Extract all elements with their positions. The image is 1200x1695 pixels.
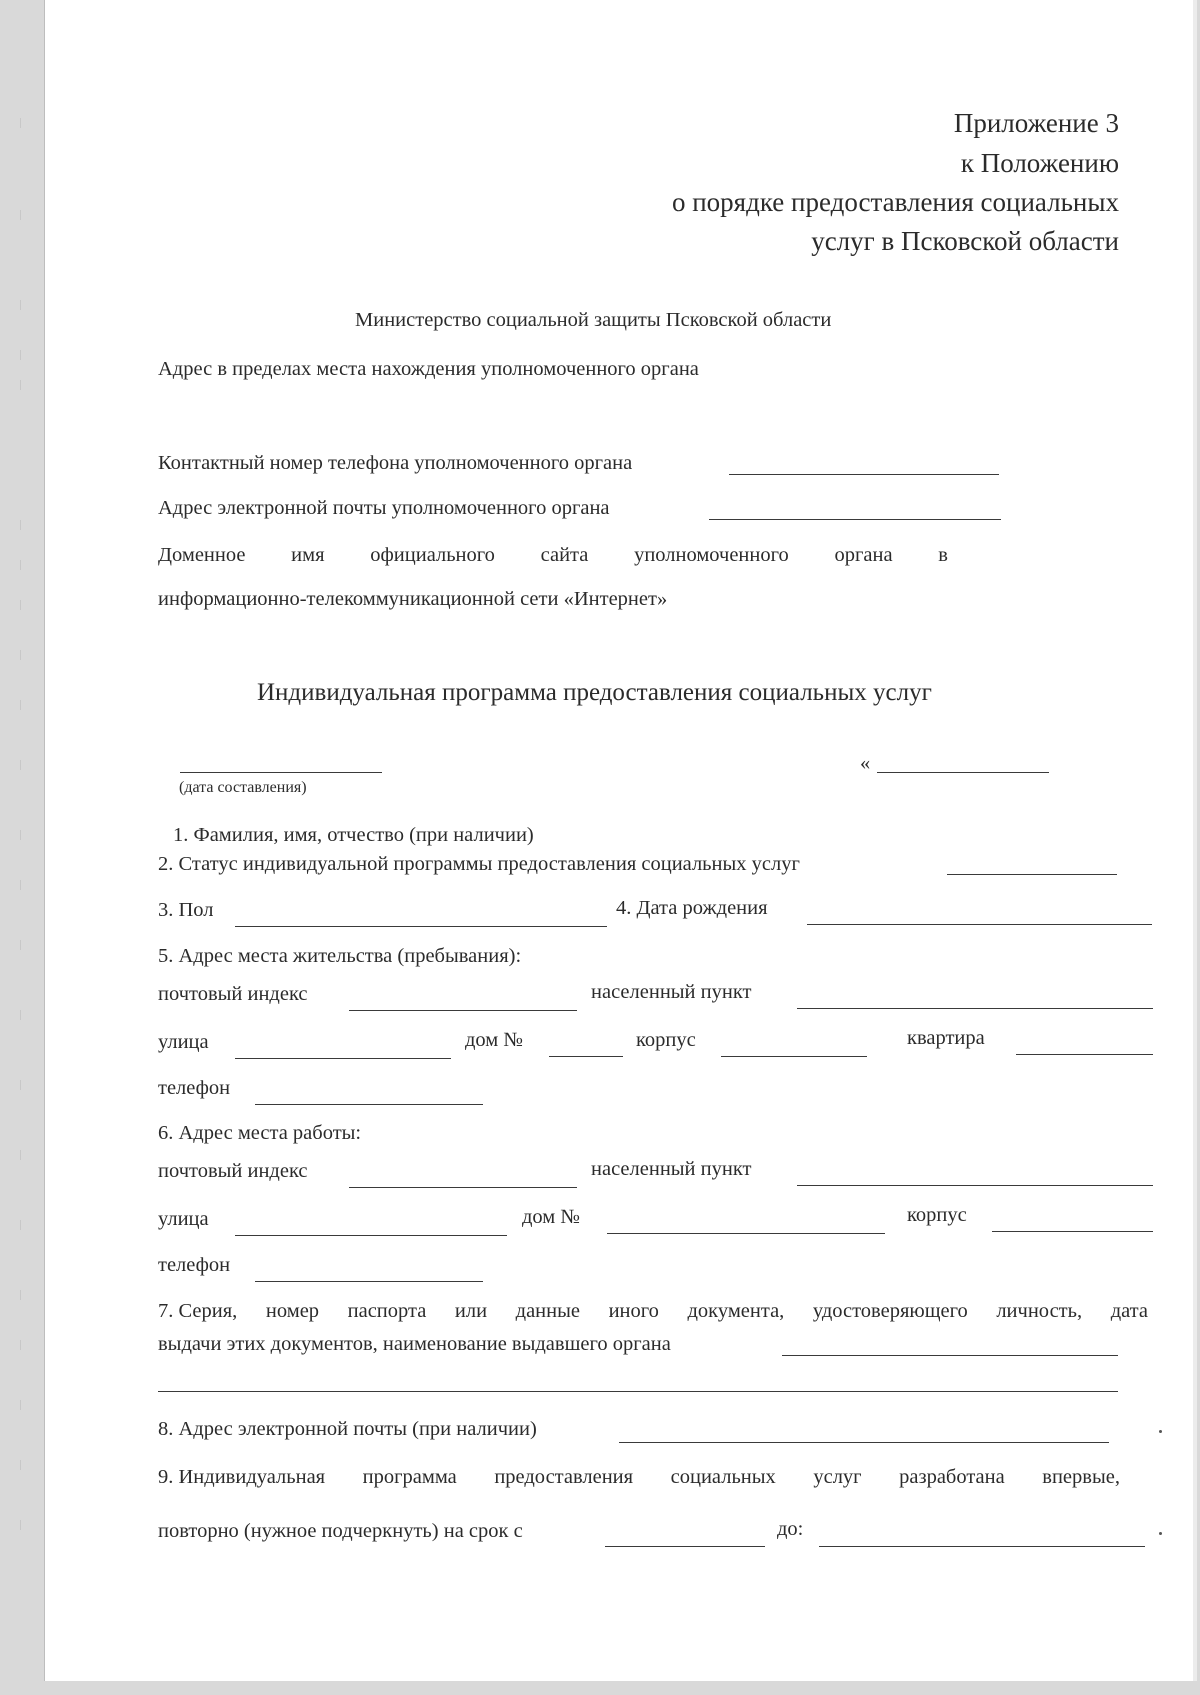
item-5-residence: 5. Адрес места жительства (пребывания): bbox=[158, 945, 522, 967]
item-4-birthdate: 4. Дата рождения bbox=[616, 897, 768, 919]
passport-word: иного bbox=[608, 1300, 659, 1322]
page-right-edge bbox=[1193, 0, 1197, 1681]
work-postal-field[interactable] bbox=[349, 1187, 577, 1188]
birthdate-field[interactable] bbox=[807, 924, 1152, 925]
org-domain-line-1 bbox=[158, 544, 948, 567]
domain-word: органа bbox=[834, 544, 893, 566]
passport-word: документа, bbox=[687, 1300, 785, 1322]
passport-word: 7. Серия, bbox=[158, 1300, 238, 1322]
org-email-label: Адрес электронной почты уполномоченного органа bbox=[158, 497, 610, 519]
term-to-field[interactable] bbox=[819, 1546, 1145, 1547]
item-7-passport-line-1 bbox=[158, 1300, 1148, 1323]
appendix-line-4: услуг в Псковской области bbox=[811, 226, 1119, 256]
domain-word: сайта bbox=[540, 544, 589, 566]
item-3-gender: 3. Пол bbox=[158, 899, 214, 921]
residence-house-field[interactable] bbox=[549, 1056, 623, 1057]
residence-locality-field[interactable] bbox=[797, 1008, 1153, 1009]
item-6-work-address: 6. Адрес места работы: bbox=[158, 1122, 362, 1144]
item-2-status: 2. Статус индивидуальной программы предоставления социальных услуг bbox=[158, 853, 800, 875]
work-building-field[interactable] bbox=[992, 1231, 1153, 1232]
program-word: услуг bbox=[813, 1466, 862, 1488]
domain-word: Доменное bbox=[158, 544, 246, 566]
work-phone-label: телефон bbox=[158, 1254, 231, 1276]
passport-word: паспорта bbox=[347, 1300, 427, 1322]
item-9-program-line-1 bbox=[158, 1466, 1120, 1489]
program-word: разработана bbox=[899, 1466, 1005, 1488]
program-word: впервые, bbox=[1042, 1466, 1120, 1488]
item-9-program-line-2: повторно (нужное подчеркнуть) на срок с bbox=[158, 1520, 523, 1542]
email-field[interactable] bbox=[619, 1442, 1109, 1443]
item-1-fullname: 1. Фамилия, имя, отчество (при наличии) bbox=[173, 824, 534, 846]
passport-field-1[interactable] bbox=[782, 1355, 1118, 1356]
passport-word: номер bbox=[265, 1300, 320, 1322]
passport-word: или bbox=[454, 1300, 488, 1322]
item-8-email: 8. Адрес электронной почты (при наличии) bbox=[158, 1418, 537, 1440]
work-street-label: улица bbox=[158, 1208, 209, 1230]
work-phone-field[interactable] bbox=[255, 1281, 483, 1282]
domain-word: в bbox=[938, 544, 948, 566]
org-email-field[interactable] bbox=[709, 519, 1001, 520]
residence-locality-label: населенный пункт bbox=[591, 981, 752, 1003]
domain-word: уполномоченного bbox=[634, 544, 789, 566]
org-address-label: Адрес в пределах места нахождения уполномоченного органа bbox=[158, 358, 699, 380]
residence-street-label: улица bbox=[158, 1031, 209, 1053]
left-margin-ticks bbox=[20, 0, 22, 1681]
residence-phone-label: телефон bbox=[158, 1077, 231, 1099]
residence-apartment-field[interactable] bbox=[1016, 1054, 1153, 1055]
work-locality-field[interactable] bbox=[797, 1185, 1153, 1186]
passport-word: дата bbox=[1110, 1300, 1148, 1322]
residence-street-field[interactable] bbox=[235, 1058, 451, 1059]
residence-postal-field[interactable] bbox=[349, 1010, 577, 1011]
term-to-label: до: bbox=[777, 1518, 804, 1540]
domain-word: имя bbox=[291, 544, 325, 566]
compilation-date-field[interactable] bbox=[180, 772, 382, 773]
program-word: предоставления bbox=[494, 1466, 634, 1488]
residence-building-label: корпус bbox=[636, 1029, 696, 1051]
date-quote-mark: « bbox=[860, 752, 871, 774]
work-house-field[interactable] bbox=[607, 1233, 885, 1234]
work-house-label: дом № bbox=[522, 1206, 580, 1228]
program-word: программа bbox=[362, 1466, 457, 1488]
margin-dot bbox=[1159, 1532, 1162, 1535]
passport-field-2[interactable] bbox=[158, 1391, 1118, 1392]
org-phone-label: Контактный номер телефона уполномоченного органа bbox=[158, 452, 633, 474]
appendix-line-1: Приложение 3 bbox=[953, 108, 1119, 138]
residence-house-label: дом № bbox=[465, 1029, 523, 1051]
gender-field[interactable] bbox=[235, 926, 607, 927]
residence-apartment-label: квартира bbox=[907, 1027, 985, 1049]
org-domain-line-2: информационно-телекоммуникационной сети «Интернет» bbox=[158, 588, 668, 610]
passport-word: личность, bbox=[996, 1300, 1083, 1322]
appendix-line-3: о порядке предоставления социальных bbox=[671, 187, 1119, 217]
residence-phone-field[interactable] bbox=[255, 1104, 483, 1105]
work-street-field[interactable] bbox=[235, 1235, 507, 1236]
work-postal-label: почтовый индекс bbox=[158, 1160, 308, 1182]
ministry-name: Министерство социальной защиты Псковской области bbox=[355, 309, 832, 331]
compilation-date-caption: (дата составления) bbox=[179, 779, 307, 796]
residence-building-field[interactable] bbox=[721, 1056, 867, 1057]
work-building-label: корпус bbox=[907, 1204, 967, 1226]
document-title: Индивидуальная программа предоставления социальных услуг bbox=[257, 679, 932, 706]
item-7-passport-line-2: выдачи этих документов, наименование выдавшего органа bbox=[158, 1333, 671, 1355]
appendix-line-2: к Положению bbox=[960, 148, 1119, 178]
term-from-field[interactable] bbox=[605, 1546, 765, 1547]
passport-word: удостоверяющего bbox=[812, 1300, 968, 1322]
document-page bbox=[44, 0, 1197, 1681]
passport-word: данные bbox=[515, 1300, 580, 1322]
program-word: 9. Индивидуальная bbox=[158, 1466, 326, 1488]
domain-word: официального bbox=[370, 544, 495, 566]
program-word: социальных bbox=[670, 1466, 776, 1488]
date-right-field[interactable] bbox=[877, 772, 1049, 773]
margin-dot bbox=[1159, 1430, 1162, 1433]
residence-postal-label: почтовый индекс bbox=[158, 983, 308, 1005]
org-phone-field[interactable] bbox=[729, 474, 999, 475]
work-locality-label: населенный пункт bbox=[591, 1158, 752, 1180]
status-field[interactable] bbox=[947, 874, 1117, 875]
